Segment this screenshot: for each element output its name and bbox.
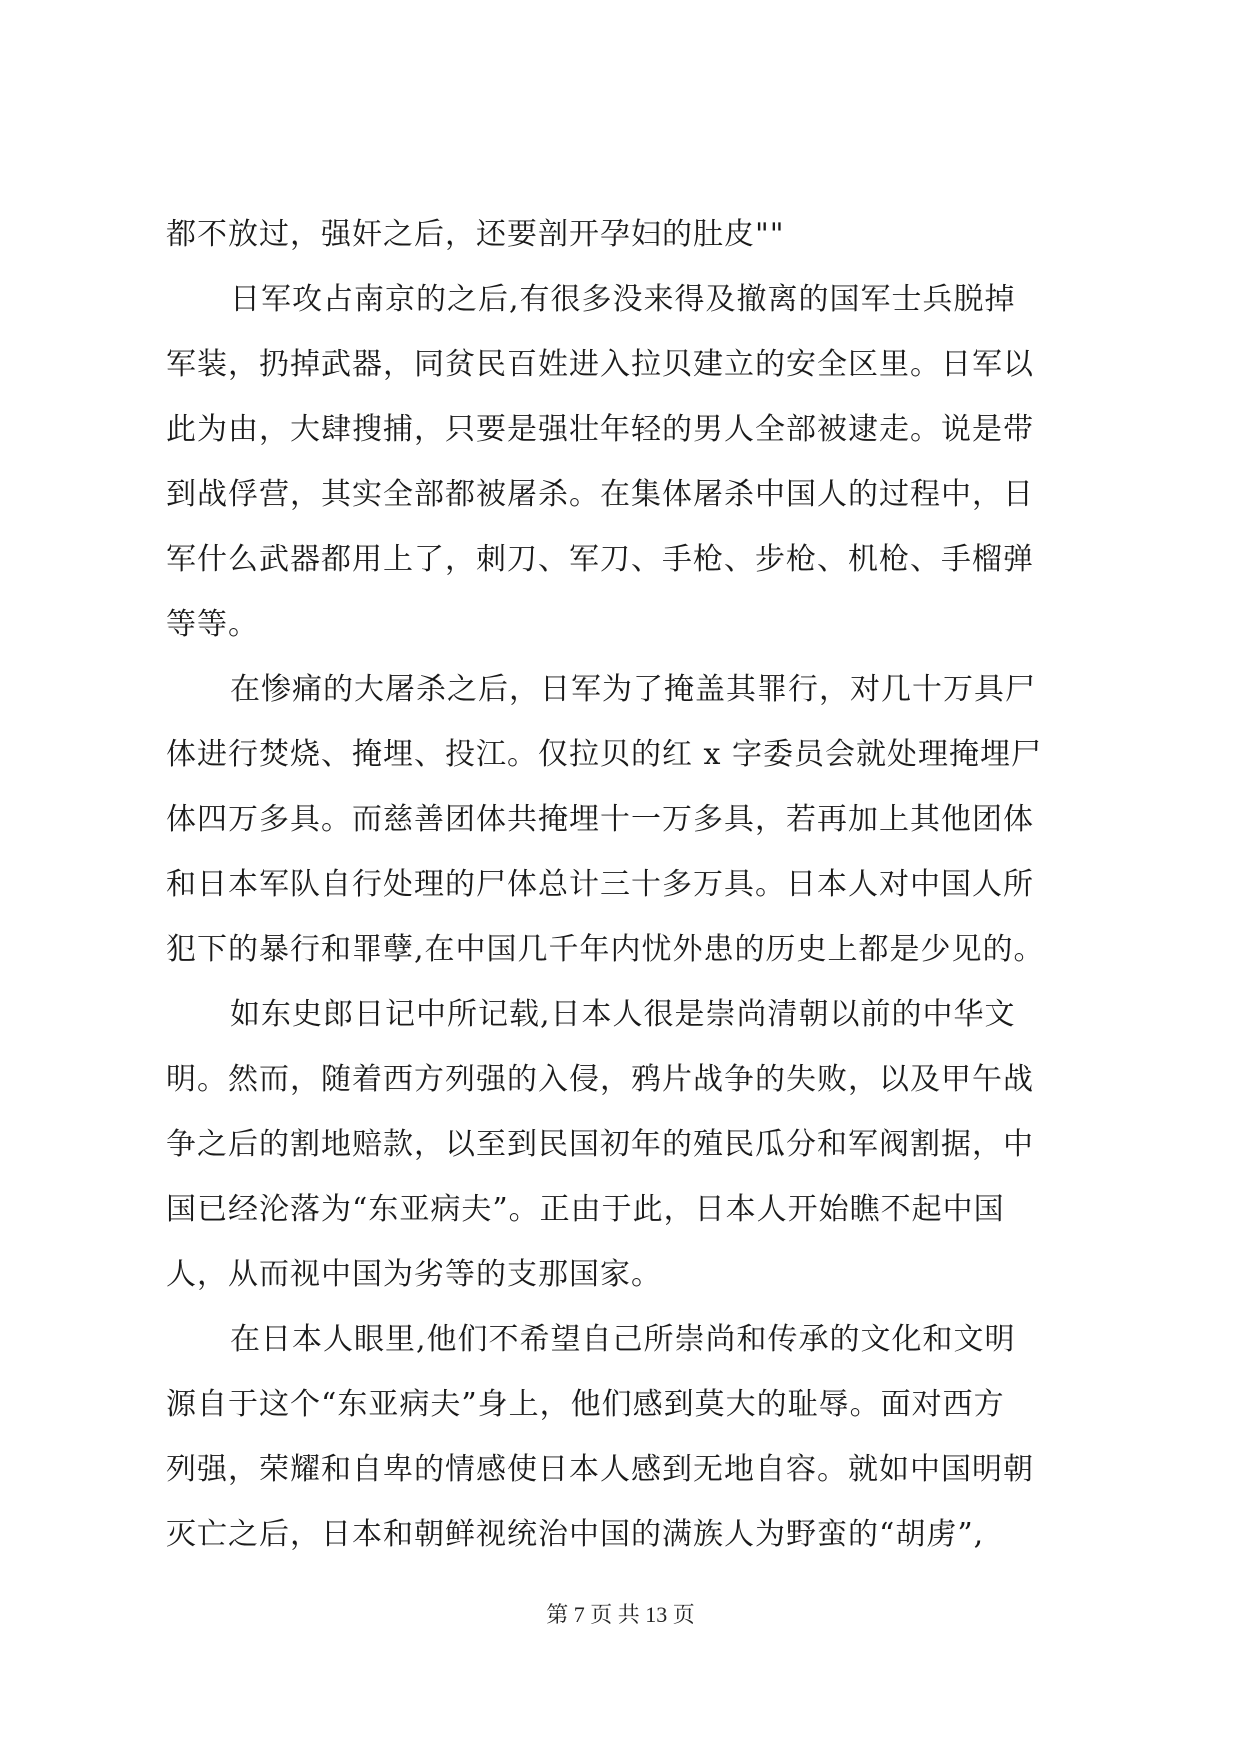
text-line: 到战俘营，其实全部都被屠杀。在集体屠杀中国人的过程中，日 [166,477,1034,512]
text-line: 争之后的割地赔款，以至到民国初年的殖民瓜分和军阀割据，中 [166,1127,1034,1162]
text-line: 国已经沦落为“东亚病夫”。正由于此，日本人开始瞧不起中国 [166,1192,1005,1227]
page-number-footer: 第 7 页 共 13 页 [546,1602,695,1627]
paragraph-first-line: 如东史郎日记中所记载,日本人很是崇尚清朝以前的中华文 [230,997,1016,1032]
text-line: 和日本军队自行处理的尸体总计三十多万具。日本人对中国人所 [166,867,1034,902]
document-body [166,202,1078,1567]
text-line: 等等。 [166,607,259,642]
text-line: 军什么武器都用上了，刺刀、军刀、手枪、步枪、机枪、手榴弹 [166,542,1034,577]
text-line: 军装，扔掉武器，同贫民百姓进入拉贝建立的安全区里。日军以 [166,347,1034,382]
text-line: 犯下的暴行和罪孽,在中国几千年内忧外患的历史上都是少见的。 [166,932,1045,967]
text-line: 明。然而，随着西方列强的入侵，鸦片战争的失败，以及甲午战 [166,1062,1034,1097]
paragraph-first-line: 在惨痛的大屠杀之后，日军为了掩盖其罪行，对几十万具尸 [230,672,1036,707]
text-line: 列强，荣耀和自卑的情感使日本人感到无地自容。就如中国明朝 [166,1452,1034,1487]
paragraph-first-line: 在日本人眼里,他们不希望自己所崇尚和传承的文化和文明 [230,1322,1016,1357]
text-line: 灭亡之后，日本和朝鲜视统治中国的满族人为野蛮的“胡虏”, [166,1517,985,1552]
paragraph-first-line: 日军攻占南京的之后,有很多没来得及撤离的国军士兵脱掉 [230,282,1016,317]
text-line: 都不放过，强奸之后，还要剖开孕妇的肚皮"" [166,217,785,252]
text-line: 人，从而视中国为劣等的支那国家。 [166,1257,662,1292]
text-line: 体进行焚烧、掩埋、投江。仅拉贝的红 x 字委员会就处理掩埋尸 [166,737,1042,772]
text-line: 体四万多具。而慈善团体共掩埋十一万多具，若再加上其他团体 [166,802,1034,837]
text-line: 此为由，大肆搜捕，只要是强壮年轻的男人全部被逮走。说是带 [166,412,1034,447]
text-line: 源自于这个“东亚病夫”身上，他们感到莫大的耻辱。面对西方 [166,1387,1005,1422]
